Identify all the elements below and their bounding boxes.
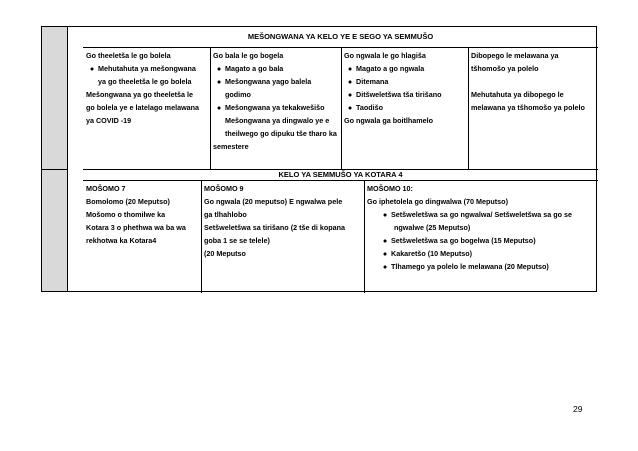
table-title: MEŠONGWANA YA KELO YE E SEGO YA SEMMUŠO (83, 27, 598, 48)
text-line (204, 195, 362, 208)
bullet-icon: ● (347, 90, 353, 99)
line-text: Bomolomo (20 Meputso) (86, 197, 170, 206)
text-line (213, 114, 339, 127)
line-text: ya COVID -19 (86, 116, 132, 125)
skill-column-writing (341, 48, 468, 169)
bullet-icon: ● (382, 262, 388, 271)
line-text: Mešongwana yago balela (225, 77, 312, 86)
line-text: MOŠOMO 9 (204, 184, 244, 193)
bullet-icon: ● (382, 210, 388, 219)
text-line (86, 195, 199, 208)
line-text: godimo (225, 90, 251, 99)
text-line (204, 221, 362, 234)
text-line (86, 75, 208, 88)
bullet-item (379, 247, 596, 260)
text-line (86, 182, 199, 195)
line-text: rekhotwa ka Kotara4 (86, 236, 157, 245)
bullet-wrapper (367, 260, 596, 273)
line-text: Go ngwala ga boitlhamelo (344, 116, 434, 125)
bullet-icon: ● (347, 77, 353, 86)
bullet-icon: ● (382, 249, 388, 258)
curriculum-table (41, 26, 597, 292)
text-line (86, 221, 199, 234)
text-line (367, 221, 596, 234)
line-text: (20 Meputso (204, 249, 246, 258)
line-text: Setšweletšwa sa go bogelwa (15 Meputso) (391, 236, 536, 245)
bullet-wrapper (367, 247, 596, 260)
task-column-9 (201, 181, 364, 293)
line-text: Setšweletšwa sa go ngwalwa/ Setšweletšwa sa go se (391, 210, 572, 219)
line-text: Mehutahuta ya dibopego le (471, 90, 564, 99)
task-column-10 (364, 181, 598, 293)
section-title: KELO YA SEMMUŠO YA KOTARA 4 (83, 169, 598, 181)
column-heading: Go theeletša le go bolela (86, 51, 171, 60)
bullet-icon: ● (216, 64, 222, 73)
column-heading: Go ngwala le go hlagiša (344, 51, 426, 60)
skill-column-listening (83, 48, 210, 169)
row-divider (42, 169, 67, 170)
tasks-row (83, 181, 598, 293)
bullet-icon: ● (347, 103, 353, 112)
bullet-item (213, 101, 339, 114)
line-text (471, 77, 473, 86)
line-text: Go iphetolela go dingwalwa (70 Meputso) (367, 197, 508, 206)
text-line (471, 75, 596, 88)
text-line (471, 88, 596, 101)
bullet-wrapper (367, 234, 596, 247)
text-line (86, 234, 199, 247)
column-heading: Go bala le go bogela (213, 51, 284, 60)
bullet-item (344, 101, 466, 114)
line-text: ngwalwe (25 Meputso) (394, 223, 471, 232)
line-text: goba 1 se se telele) (204, 236, 270, 245)
bullet-item (86, 62, 208, 75)
line-text: melawana ya tšhomošo ya polelo (471, 103, 585, 112)
skill-column-reading (210, 48, 341, 169)
text-line (471, 101, 596, 114)
line-text: ya go theeletša le go bolela (98, 77, 192, 86)
line-text: Kakaretšo (10 Meputso) (391, 249, 473, 258)
bullet-wrapper (367, 208, 596, 221)
bullet-item (213, 62, 339, 75)
bullet-icon: ● (382, 236, 388, 245)
line-text: Setšweletšwa sa tirišano (2 tše di kopana (204, 223, 346, 232)
line-text: tšhomošo ya polelo (471, 64, 539, 73)
line-text: Magato a go ngwala (356, 64, 425, 73)
bullet-icon: ● (216, 103, 222, 112)
task-column-7 (83, 181, 201, 293)
text-line (213, 140, 339, 153)
line-text: Mešongwana ya go theeletša le (86, 90, 194, 99)
bullet-item (379, 234, 596, 247)
text-line (86, 101, 208, 114)
bullet-icon: ● (347, 64, 353, 73)
line-text: theilwego go dipuku tše tharo ka (225, 129, 337, 138)
line-text: Mošomo o thomilwe ka (86, 210, 166, 219)
skill-column-language (468, 48, 598, 169)
text-line (471, 62, 596, 75)
text-line (367, 182, 596, 195)
line-text: Taodišo (356, 103, 384, 112)
bullet-item (213, 75, 339, 88)
text-line (213, 127, 339, 140)
line-text: Ditemana (356, 77, 389, 86)
bullet-icon: ● (89, 64, 95, 73)
line-text: MOŠOMO 7 (86, 184, 126, 193)
text-line (86, 114, 208, 127)
text-line (213, 88, 339, 101)
line-text: Ditšweletšwa tša tirišano (356, 90, 442, 99)
line-text: ga tlhahlobo (204, 210, 247, 219)
line-text: Magato a go bala (225, 64, 284, 73)
bullet-item (379, 208, 596, 221)
line-text: Tlhamego ya polelo le melawana (20 Meputso) (391, 262, 549, 271)
shaded-margin-column (42, 27, 68, 291)
line-text: Mešongwana ya tekakwešišo (225, 103, 325, 112)
bullet-item (344, 75, 466, 88)
text-line (367, 195, 596, 208)
text-line (344, 114, 466, 127)
skills-row (83, 48, 598, 169)
text-line (204, 234, 362, 247)
text-line (86, 208, 199, 221)
text-line (204, 182, 362, 195)
bullet-item (344, 88, 466, 101)
bullet-item (379, 260, 596, 273)
bullet-item (344, 62, 466, 75)
line-text: Kotara 3 o phethwa wa ba wa (86, 223, 186, 232)
line-text: semestere (213, 142, 249, 151)
text-line (204, 247, 362, 260)
text-line (86, 88, 208, 101)
line-text: MOŠOMO 10: (367, 184, 413, 193)
line-text: Mehutahuta ya mešongwana (98, 64, 196, 73)
column-heading: Dibopego le melawana ya (471, 51, 559, 60)
line-text: go bolela ye e latelago melawana (86, 103, 200, 112)
bullet-icon: ● (216, 77, 222, 86)
line-text: Mešongwana ya dingwalo ye e (225, 116, 330, 125)
page-number: 29 (573, 404, 583, 414)
text-line (204, 208, 362, 221)
line-text: Go ngwala (20 meputso) E ngwalwa pele (204, 197, 343, 206)
